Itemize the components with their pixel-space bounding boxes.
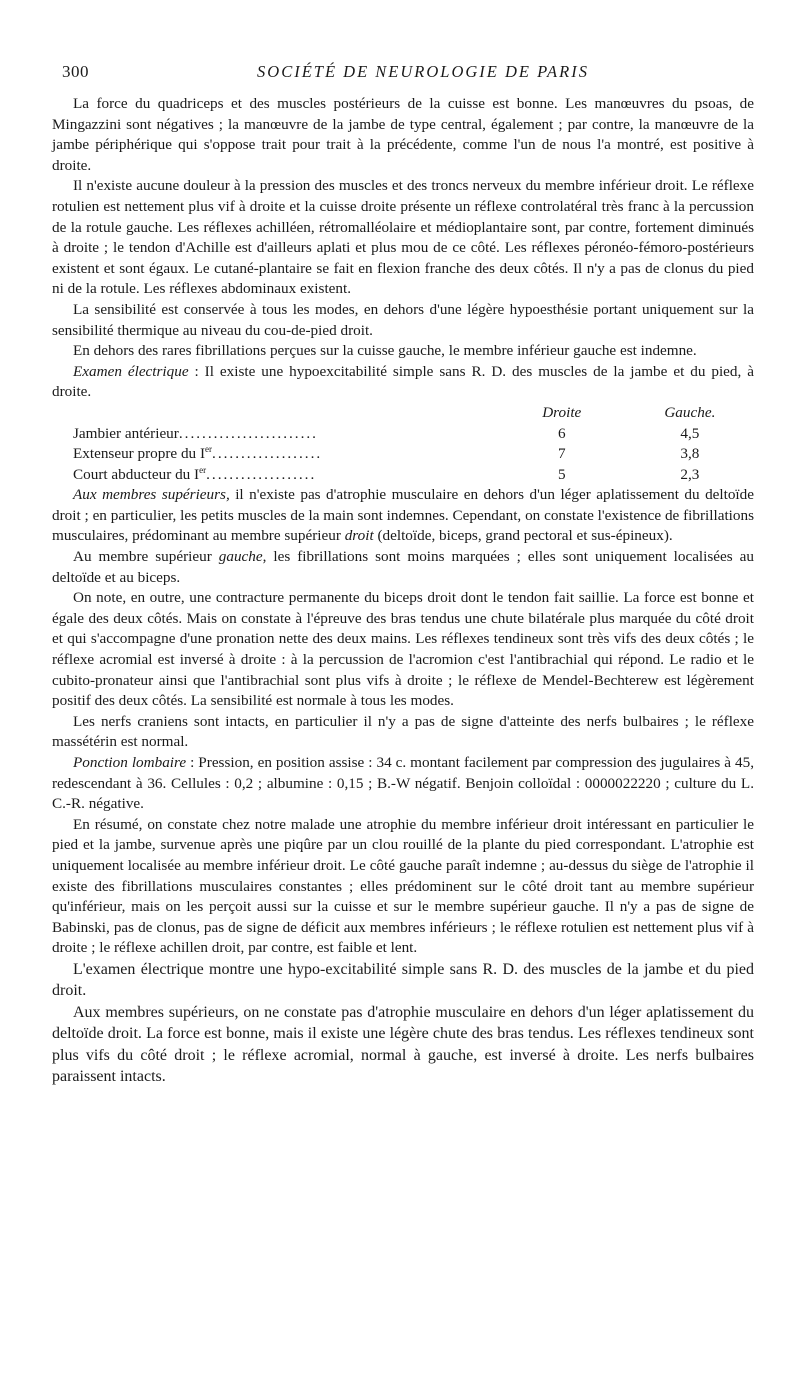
table-row	[52, 424, 754, 445]
table-row	[52, 444, 754, 465]
body-text	[52, 94, 754, 1087]
emphasis: gauche	[218, 548, 263, 566]
muscle-name: Court abducteur du I	[73, 465, 200, 483]
value-right: 7	[557, 445, 566, 463]
column-header-right: Droite	[542, 403, 582, 421]
paragraph-text: (deltoïde, biceps, grand pectoral et sus-épineux).	[373, 527, 673, 545]
paragraph-text: : Il existe une hypoexcitabilité simple sans R. D. des muscles de la jambe et du pied, à droite.	[52, 362, 754, 401]
section-lead: Examen électrique	[73, 362, 189, 380]
leader-dots: ...................	[206, 465, 317, 483]
superscript: er	[199, 464, 207, 475]
paragraph-text: Au membre supérieur	[73, 548, 219, 566]
table-row	[52, 465, 754, 486]
paragraph: On note, en outre, une contracture permanente du biceps droit dont le tendon fait saillie. La force est bonne et égale des deux côtés. Mais on constate à l'épreuve des bras tendus une chute bilatérale plus marquée du côté droit et qui s'accompagne d'une pronation nette des deux mains. Les réflexes tendineux sont très vifs des deux côtés ; le réflexe acromial est inversé à droite : à la percussion de l'acromion c'est l'antibrachial qui répond. Le radio et le cubito-pronateur ainsi que l'antibrachial sont plus vifs à droite ; le réflexe de Mendel-Bechterew est légèrement positif des deux côtés. La sensibilité est normale à tous les modes.	[52, 589, 754, 710]
document-page	[52, 62, 754, 1087]
section-lead: Aux membres supérieurs,	[73, 486, 230, 504]
paragraph-membres-superieurs	[52, 485, 754, 547]
muscle-name: Jambier antérieur	[73, 424, 179, 442]
paragraph: La sensibilité est conservée à tous les modes, en dehors d'une légère hypoesthésie portant uniquement sur la sensibilité thermique au niveau du cou-de-pied droit.	[52, 300, 754, 339]
table-header-row	[52, 403, 754, 424]
running-head: SOCIÉTÉ DE NEUROLOGIE DE PARIS	[257, 62, 589, 81]
page-header	[52, 62, 754, 86]
value-left: 3,8	[680, 445, 700, 463]
paragraph-ponction-lombaire	[52, 753, 754, 815]
paragraph: La force du quadriceps et des muscles postérieurs de la cuisse est bonne. Les manœuvres du psoas, de Mingazzini sont négatives ; la manœuvre de la jambe de type central, également ; par contre, la manœuvre de la jambe périphérique qui s'oppose trait pour trait à la précédente, comme l'un de nous l'a montré, est positive à droite.	[52, 95, 754, 174]
superscript: er	[205, 444, 213, 455]
excitability-table	[52, 403, 754, 485]
paragraph	[52, 547, 754, 588]
value-left: 4,5	[680, 424, 700, 442]
paragraph: Les nerfs craniens sont intacts, en particulier il n'y a pas de signe d'atteinte des nerfs bulbaires ; le réflexe massétérin est normal.	[52, 712, 754, 751]
value-right: 5	[557, 465, 566, 483]
paragraph: Il n'existe aucune douleur à la pression des muscles et des troncs nerveux du membre inférieur droit. Le réflexe rotulien est nettement plus vif à droite et la cuisse droite présente un réflexe controlatéral très franc à la percussion de la rotule gauche. Les réflexes achilléen, rétromalléolaire et médioplantaire sont, par contre, fortement diminués à droite ; le tendon d'Achille est d'ailleurs aplati et plus mou de ce côté. Les réflexes péronéo-fémoro-postérieurs existent et sont égaux. Le cutané-plantaire se fait en flexion franche des deux côtés. Il n'y a pas de clonus du pied ni de la rotule. Les réflexes abdominaux existent.	[52, 177, 754, 298]
paragraph-resume: En résumé, on constate chez notre malade une atrophie du membre inférieur droit intéressant en particulier le pied et la jambe, survenue après une piqûre par un clou rouillé de la plante du pied correspondant. L'atrophie est uniquement localisée au membre inférieur droit. Le côté gauche paraît indemne ; au-dessus du siège de l'atrophie il existe des fibrillations musculaires constantes ; elles prédominent sur le côté droit tant au membre supérieur qu'inférieur, mais on les perçoit aussi sur la cuisse et sur le membre supérieur gauche. Il n'y a pas de signe de Babinski, pas de clonus, pas de signe de déficit aux membres inférieurs ; le réflexe rotulien est nettement plus vif à droite ; le réflexe achillen droit, par contre, est faible et lent.	[52, 815, 754, 957]
leader-dots: ...................	[212, 445, 323, 463]
paragraph: En dehors des rares fibrillations perçues sur la cuisse gauche, le membre inférieur gauche est indemne.	[73, 342, 697, 360]
column-header-left: Gauche.	[664, 403, 716, 421]
paragraph-text: : Pression, en position assise : 34 c. montant facilement par compression des jugulaires à 45, redescendant à 36. Cellules : 0,2 ; albumine : 0,15 ; B.-W négatif. Benjoin colloïdal : 0000022220 ; culture du L. C.-R. négative.	[52, 754, 755, 813]
paragraph: Aux membres supérieurs, on ne constate pas d'atrophie musculaire en dehors d'un léger aplatissement du deltoïde droit. La force est bonne, mais il existe une légère chute des bras tendus. Les réflexes tendineux sont plus vifs du côté droit ; le réflexe acromial, normal à gauche, est inversé à droite. Les nerfs bulbaires paraissent intacts.	[52, 1003, 754, 1085]
value-right: 6	[557, 424, 566, 442]
value-left: 2,3	[680, 465, 700, 483]
paragraph-examen-electrique	[52, 362, 754, 403]
section-lead: Ponction lombaire	[73, 754, 187, 771]
muscle-name: Extenseur propre du I	[73, 445, 206, 463]
leader-dots: ........................	[178, 424, 318, 442]
paragraph-text: , les fibrillations sont moins marquées ; elles sont uniquement localisées au deltoïde et au biceps.	[52, 548, 754, 586]
emphasis: droit	[344, 527, 374, 545]
page-number: 300	[62, 62, 89, 81]
paragraph: L'examen électrique montre une hypo-excitabilité simple sans R. D. des muscles de la jambe et du pied droit.	[52, 960, 754, 1000]
paragraph-text: il n'existe pas d'atrophie musculaire en dehors d'un léger aplatissement du deltoïde droit ; en particulier, les petits muscles de la main sont indemnes. Cependant, on constate l'existence de fibrillations musculaires, prédominant au membre supérieur	[52, 486, 754, 545]
